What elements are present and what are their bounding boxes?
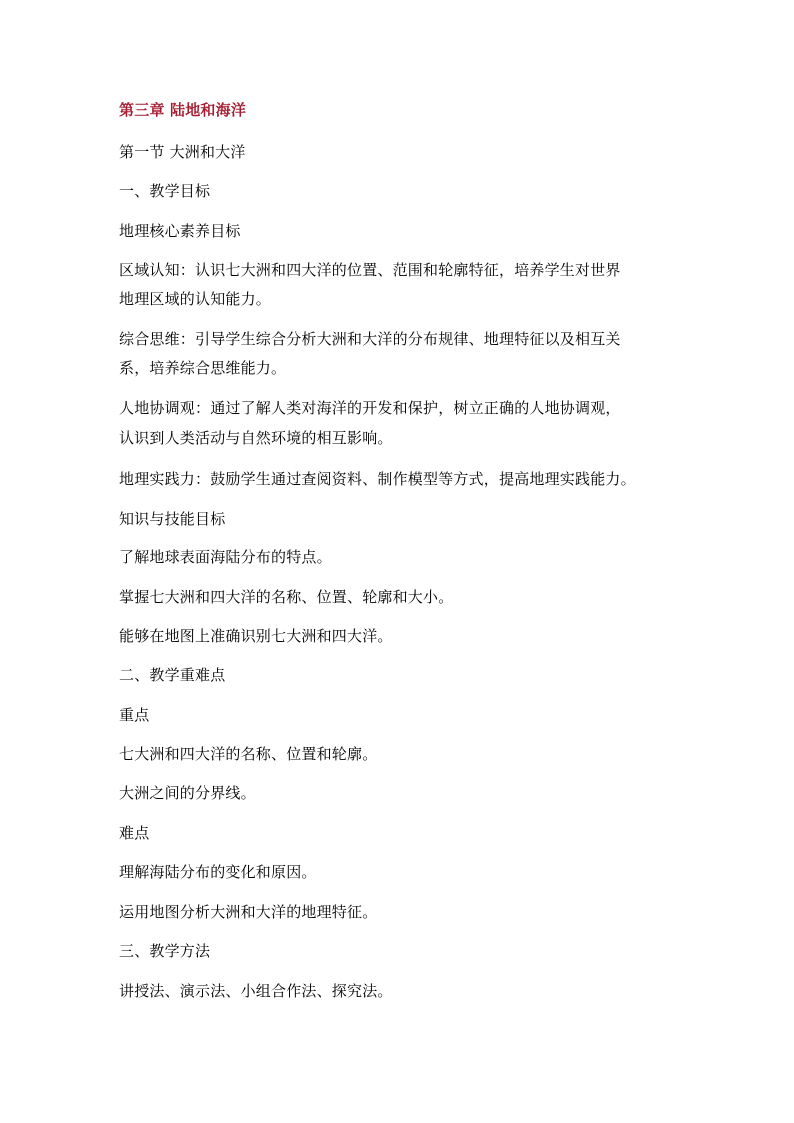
heading-methods: 三、教学方法 <box>119 942 211 960</box>
paragraph-methods: 讲授法、演示法、小组合作法、探究法。 <box>119 982 393 1000</box>
section-title: 第一节 大洲和大洋 <box>119 143 246 161</box>
subheading-difficult: 难点 <box>119 824 150 842</box>
paragraph-practice: 地理实践力：鼓励学生通过查阅资料、制作模型等方式，提高地理实践能力。 <box>119 470 636 488</box>
list-item-knowledge-2: 掌握七大洲和四大洋的名称、位置、轮廓和大小。 <box>119 588 454 606</box>
subheading-key: 重点 <box>119 706 150 724</box>
heading-goals: 一、教学目标 <box>119 182 211 200</box>
list-item-key-1: 七大洲和四大洋的名称、位置和轮廓。 <box>119 745 378 763</box>
heading-key-points: 二、教学重难点 <box>119 666 226 684</box>
subheading-knowledge-skills: 知识与技能目标 <box>119 510 226 528</box>
subheading-core-literacy: 地理核心素养目标 <box>119 222 241 240</box>
chapter-title: 第三章 陆地和海洋 <box>119 101 247 119</box>
paragraph-regional-cognition-line1: 区域认知：认识七大洲和四大洋的位置、范围和轮廓特征，培养学生对世界 <box>119 261 621 279</box>
paragraph-human-land-line1: 人地协调观：通过了解人类对海洋的开发和保护，树立正确的人地协调观， <box>119 399 621 417</box>
paragraph-human-land-line2: 认识到人类活动与自然环境的相互影响。 <box>119 429 393 447</box>
list-item-difficult-2: 运用地图分析大洲和大洋的地理特征。 <box>119 903 378 921</box>
list-item-knowledge-3: 能够在地图上准确识别七大洲和四大洋。 <box>119 627 393 645</box>
list-item-difficult-1: 理解海陆分布的变化和原因。 <box>119 863 317 881</box>
paragraph-comprehensive-thinking-line1: 综合思维：引导学生综合分析大洲和大洋的分布规律、地理特征以及相互关 <box>119 330 621 348</box>
list-item-knowledge-1: 了解地球表面海陆分布的特点。 <box>119 548 332 566</box>
paragraph-comprehensive-thinking-line2: 系，培养综合思维能力。 <box>119 359 287 377</box>
paragraph-regional-cognition-line2: 地理区域的认知能力。 <box>119 290 272 308</box>
list-item-key-2: 大洲之间的分界线。 <box>119 784 256 802</box>
